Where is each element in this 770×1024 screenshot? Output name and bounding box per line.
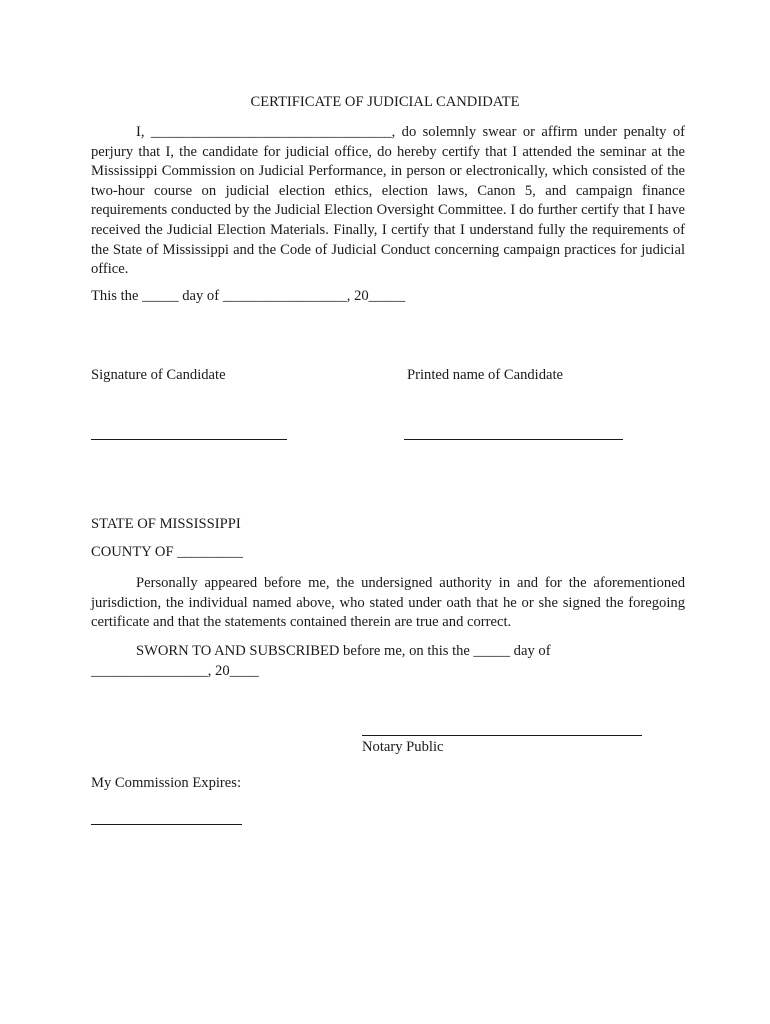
signature-label: Signature of Candidate [91, 367, 226, 383]
signature-line[interactable] [91, 439, 287, 440]
printed-name-label: Printed name of Candidate [407, 367, 564, 383]
appeared-paragraph: Personally appeared before me, the undersigned authority in and for the aforementioned jurisdiction, the individual named above, who stated under oath that he or she signed the foregoing certificate and that the statements contained therein are true and correct. [91, 575, 685, 631]
sworn-line-2: ________________, 20____ [91, 663, 259, 679]
commission-expires-label: My Commission Expires: [91, 775, 241, 791]
sworn-line-1: SWORN TO AND SUBSCRIBED before me, on this the _____ day of [136, 643, 551, 659]
oath-paragraph: I, _________________________________, do solemnly swear or affirm under penalty of perjury that I, the candidate for judicial office, do hereby certify that I attended the seminar at the Mississippi Commission on Judicial Performance, in person or electronically, which consisted of the two-hour course on judicial election ethics, election laws, Canon 5, and campaign finance requirements conducted by the Judicial Election Oversight Committee. I do further certify that I have received the Judicial Election Materials. Finally, I certify that I understand fully the requirements of the State of Mississippi and the Code of Judicial Conduct concerning campaign practices for judicial office. [91, 124, 685, 278]
notary-label: Notary Public [362, 739, 444, 755]
commission-expires-line[interactable] [91, 824, 242, 825]
document-title: CERTIFICATE OF JUDICIAL CANDIDATE [250, 94, 520, 110]
county-line: COUNTY OF _________ [91, 544, 243, 560]
printed-name-line[interactable] [404, 439, 623, 440]
notary-signature-line[interactable] [362, 735, 642, 736]
date-line: This the _____ day of _________________, 20_____ [91, 288, 406, 304]
state-heading: STATE OF MISSISSIPPI [91, 516, 241, 532]
